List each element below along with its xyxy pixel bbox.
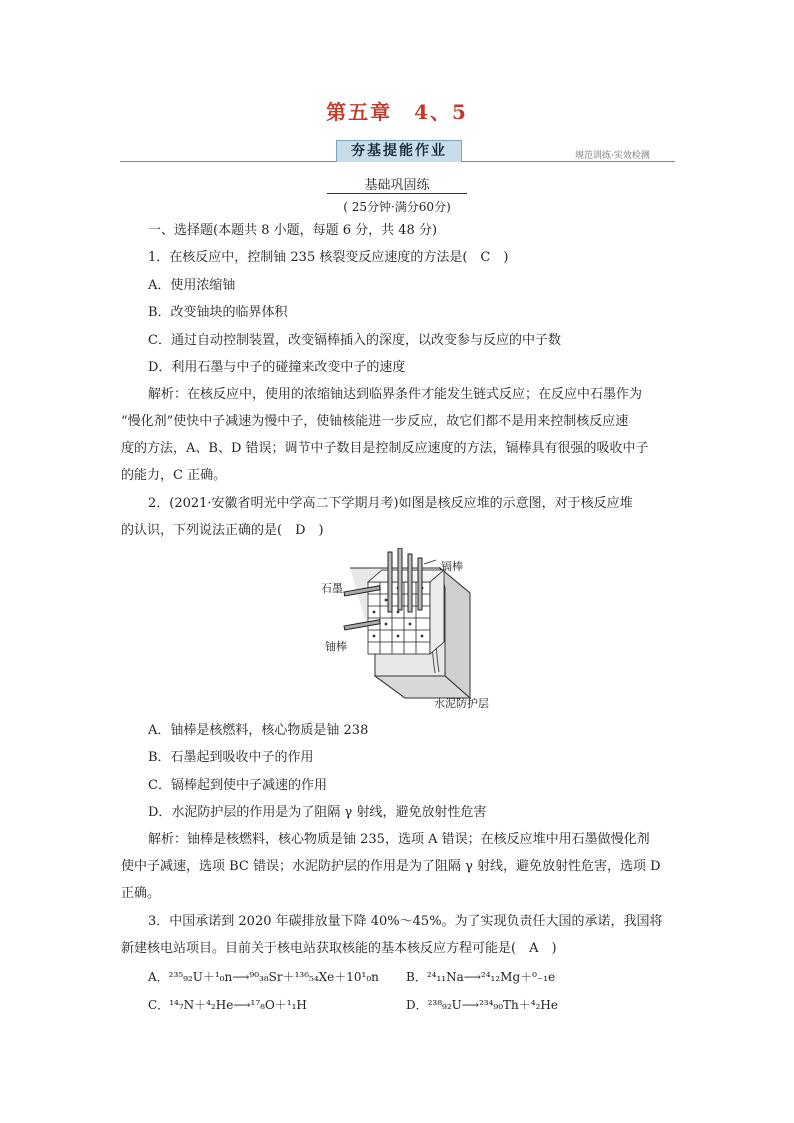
section-title: 基础巩固练 (364, 178, 430, 193)
q1-option-c: C．通过自动控制装置，改变镉棒插入的深度，以改变参与反应的中子数 (148, 333, 561, 348)
label-concrete-layer: 水泥防护层 (434, 697, 489, 710)
q2-analysis-line: 使中子减速，选项 BC 错误；水泥防护层的作用是为了阻隔 γ 射线，避免放射性危害，选项 D (121, 859, 661, 874)
q2-stem: 2．(2021·安徽省明光中学高二下学期月考)如图是核反应堆的示意图，对于核反应堆 (148, 496, 633, 511)
option-letter: A． (148, 970, 169, 984)
section-rule (327, 193, 467, 194)
option-letter: D． (406, 998, 428, 1012)
q1-analysis-line: 度的方法，A、B、D 错误；调节中子数目是控制反应速度的方法，镉棒具有很强的吸收中子 (121, 441, 649, 456)
q1-analysis-line: “慢化剂”使快中子减速为慢中子，使铀核能进一步反应，故它们都不是用来控制核反应速 (121, 414, 629, 429)
q1-option-d: D．利用石墨与中子的碰撞来改变中子的速度 (148, 360, 406, 375)
label-cadmium-rod: 镉棒 (441, 560, 463, 573)
q1-option-a: A．使用浓缩铀 (148, 278, 236, 293)
nuclear-equation: ¹⁴₇N＋⁴₂He⟶¹⁷₈O＋¹₁H (169, 998, 307, 1012)
q3-option-a (148, 968, 379, 986)
q3-option-d (406, 996, 558, 1014)
chapter-title: 第五章 4、5 (326, 100, 468, 124)
nuclear-equation: ²³⁸₉₂U⟶²³⁴₉₀Th＋⁴₂He (427, 998, 558, 1012)
q2-option-b: B．石墨起到吸收中子的作用 (148, 750, 314, 765)
q2-option-a: A．铀棒是核燃料，核心物质是铀 238 (148, 723, 369, 738)
nuclear-equation: ²⁴₁₁Na⟶²⁴₁₂Mg＋⁰₋₁e (426, 970, 556, 984)
q3-stem: 新建核电站项目。目前关于核电站获取核能的基本核反应方程可能是( A ) (121, 941, 557, 956)
q3-stem: 3．中国承诺到 2020 年碳排放量下降 40%～45%。为了实现负责任大国的承诺，我国将 (148, 914, 663, 929)
q2-analysis-line: 正确。 (121, 886, 161, 901)
q1-option-b: B．改变铀块的临界体积 (148, 305, 288, 320)
q2-stem: 的认识，下列说法正确的是( D ) (121, 523, 324, 538)
q3-option-b (406, 968, 555, 986)
q1-analysis-line: 解析：在核反应中，使用的浓缩铀达到临界条件才能发生链式反应；在反应中石墨作为 (148, 387, 643, 402)
banner-tag: 规范训练·实效检测 (575, 151, 650, 161)
label-graphite: 石墨 (321, 582, 343, 595)
option-letter: C． (148, 998, 170, 1012)
section-time: ( 25分钟·满分60分) (343, 200, 451, 214)
q2-option-c: C．镉棒起到使中子减速的作用 (148, 778, 327, 793)
q1-analysis-line: 的能力，C 正确。 (121, 468, 227, 483)
banner-label: 夯基提能作业 (336, 140, 462, 162)
q3-option-c (148, 996, 307, 1014)
q2-analysis-line: 解析：铀棒是核燃料，核心物质是铀 235，选项 A 错误；在核反应堆中用石墨做慢化剂 (148, 832, 650, 847)
q2-option-d: D．水泥防护层的作用是为了阻隔 γ 射线，避免放射性危害 (148, 805, 487, 820)
nuclear-equation: ²³⁵₉₂U＋¹₀n⟶⁹⁰₃₈Sr＋¹³⁶₅₄Xe＋10¹₀n (168, 970, 379, 984)
q1-stem: 1．在核反应中，控制铀 235 核裂变反应速度的方法是( C ) (148, 250, 509, 265)
option-letter: B． (406, 970, 427, 984)
label-uranium-rod: 铀棒 (325, 640, 347, 653)
part-heading: 一、选择题(本题共 8 小题，每题 6 分，共 48 分) (148, 223, 438, 238)
